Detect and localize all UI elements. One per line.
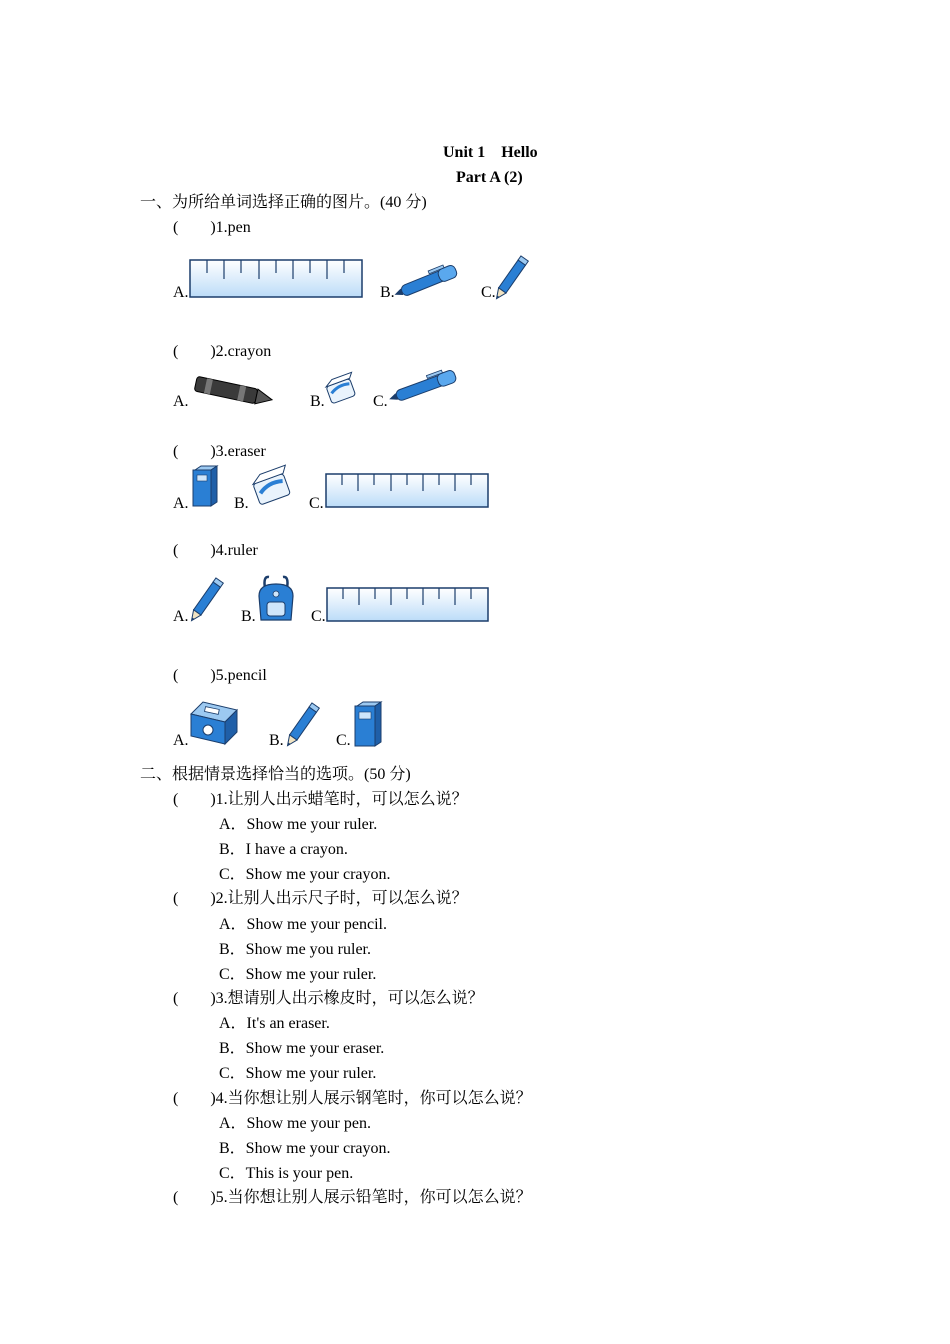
- option-c: C．This is your pen.: [219, 1165, 354, 1182]
- option-label-c: C.: [336, 732, 351, 749]
- question-1-3: [173, 444, 266, 460]
- option-a: A．It's an eraser.: [219, 1015, 330, 1032]
- question-2-2: [173, 891, 468, 907]
- answer-bracket[interactable]: ( ): [173, 1090, 216, 1107]
- option-label-c: C.: [309, 495, 324, 512]
- option-label-b: B.: [241, 608, 256, 625]
- pen-icon: [396, 262, 464, 300]
- option-label-a: A.: [173, 732, 189, 749]
- answer-bracket[interactable]: ( ): [173, 667, 216, 684]
- option-b: B．I have a crayon.: [219, 841, 348, 858]
- sharpener-icon: [189, 698, 239, 746]
- option-label-b: B.: [269, 732, 284, 749]
- section1-heading: 一、为所给单词选择正确的图片。(40 分): [140, 194, 427, 211]
- option-a: A．Show me your ruler.: [219, 816, 378, 833]
- question-1-5: [173, 668, 267, 684]
- option-label-a: A.: [173, 393, 189, 410]
- question-text: 2.让别人出示尺子时，可以怎么说？: [215, 890, 468, 907]
- option-label-b: B.: [380, 284, 395, 301]
- question-1-4: [173, 543, 258, 559]
- option-label-b: B.: [234, 495, 249, 512]
- question-2-3: [173, 991, 484, 1007]
- ruler-icon: [325, 473, 490, 509]
- question-text: 3.eraser: [215, 443, 266, 460]
- answer-bracket[interactable]: ( ): [173, 219, 216, 236]
- answer-bracket[interactable]: ( ): [173, 343, 216, 360]
- eraser-icon: [324, 373, 358, 407]
- option-a: A．Show me your pen.: [219, 1115, 371, 1132]
- answer-bracket[interactable]: ( ): [173, 791, 216, 808]
- answer-bracket[interactable]: ( ): [173, 1189, 216, 1206]
- option-b: B．Show me your eraser.: [219, 1040, 385, 1057]
- option-label-a: A.: [173, 608, 189, 625]
- option-b: B．Show me you ruler.: [219, 941, 371, 958]
- option-b: B．Show me your crayon.: [219, 1140, 391, 1157]
- option-label-a: A.: [173, 284, 189, 301]
- ruler-icon: [189, 259, 364, 299]
- question-1-1: [173, 220, 251, 236]
- question-2-5: [173, 1190, 532, 1206]
- ruler-icon: [326, 587, 490, 623]
- page-title: Unit 1 Hello: [443, 144, 538, 161]
- question-text: 4.当你想让别人展示钢笔时，你可以怎么说？: [215, 1090, 532, 1107]
- question-1-2: [173, 344, 271, 360]
- question-2-1: [173, 792, 468, 808]
- answer-bracket[interactable]: ( ): [173, 443, 216, 460]
- question-text: 5.pencil: [215, 667, 267, 684]
- book-icon: [351, 700, 383, 748]
- bag-icon: [255, 574, 297, 624]
- option-label-c: C.: [481, 284, 496, 301]
- page-subtitle: Part A (2): [456, 169, 523, 186]
- option-c: C．Show me your crayon.: [219, 866, 391, 883]
- eraser-icon: [250, 466, 294, 508]
- option-label-c: C.: [311, 608, 326, 625]
- crayon-icon: [189, 374, 277, 408]
- answer-bracket[interactable]: ( ): [173, 890, 216, 907]
- pencil-icon: [284, 698, 324, 748]
- book-icon: [189, 464, 219, 508]
- question-text: 3.想请别人出示橡皮时，可以怎么说？: [215, 990, 484, 1007]
- option-label-b: B.: [310, 393, 325, 410]
- pen-icon: [390, 366, 464, 406]
- question-text: 1.让别人出示蜡笔时，可以怎么说？: [215, 791, 468, 808]
- section2-heading: 二、根据情景选择恰当的选项。(50 分): [140, 766, 411, 783]
- answer-bracket[interactable]: ( ): [173, 542, 216, 559]
- option-a: A．Show me your pencil.: [219, 916, 387, 933]
- pencil-icon: [188, 573, 228, 623]
- question-text: 4.ruler: [215, 542, 258, 559]
- question-text: 5.当你想让别人展示铅笔时，你可以怎么说？: [215, 1189, 532, 1206]
- answer-bracket[interactable]: ( ): [173, 990, 216, 1007]
- pencil-icon: [493, 250, 533, 302]
- question-2-4: [173, 1091, 532, 1107]
- option-c: C．Show me your ruler.: [219, 966, 377, 983]
- option-c: C．Show me your ruler.: [219, 1065, 377, 1082]
- question-text: 2.crayon: [215, 343, 272, 360]
- option-label-c: C.: [373, 393, 388, 410]
- question-text: 1.pen: [215, 219, 251, 236]
- option-label-a: A.: [173, 495, 189, 512]
